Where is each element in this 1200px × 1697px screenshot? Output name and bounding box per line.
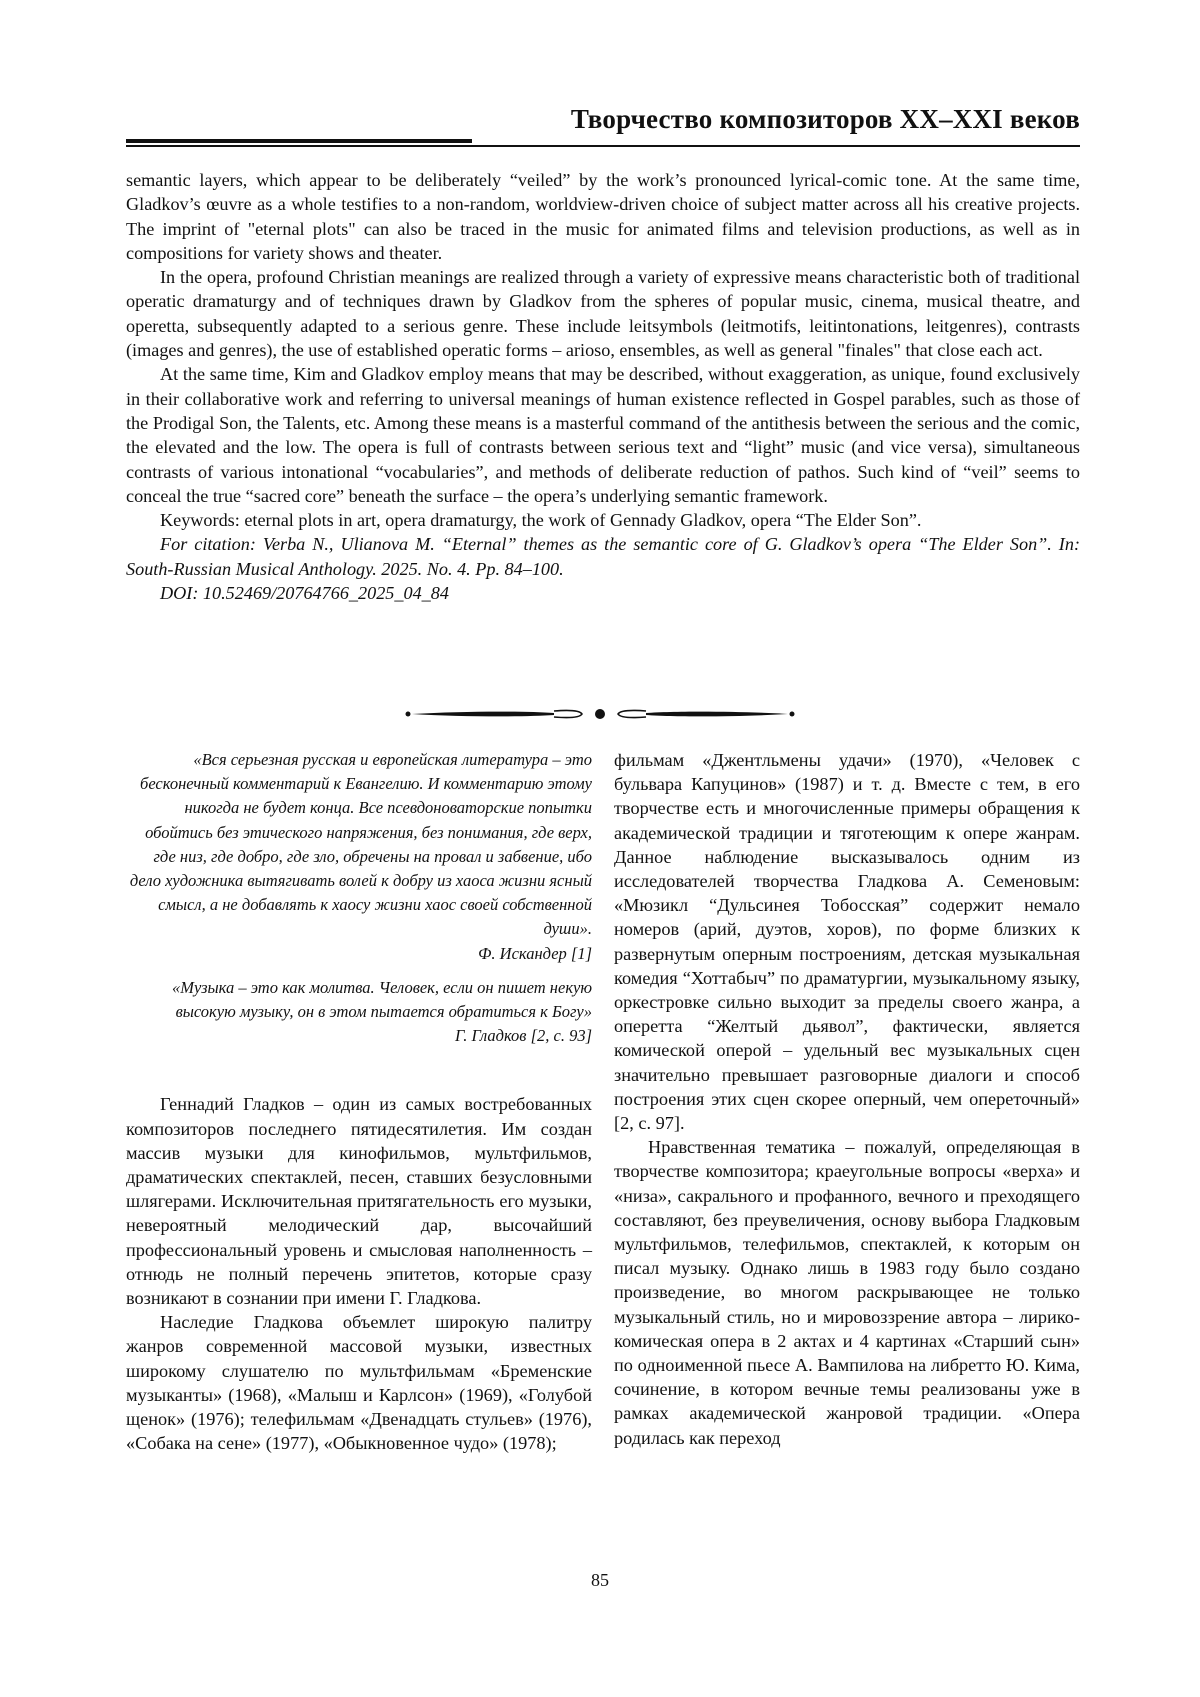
epigraph-quote: «Вся серьезная русская и европейская литература – это бесконечный комментарий к Евангелию. И комментарию этому никогда не будет конца. Все псевдоноваторские попытки обойтись без этического напряжения, без понимания, где верх, где низ, где добро, где зло, обречены на провал и забвение, ибо дело художника вытягивать волей к добру из хаоса жизни ясный смысл, а не добавлять к хаосу жизни хаос своей собственной души».: [129, 750, 592, 939]
keywords: Keywords: eternal plots in art, opera dramaturgy, the work of Gennady Gladkov, opera “The Elder Son”.: [160, 510, 922, 531]
left-body-text: [126, 1092, 592, 1455]
doi: DOI: 10.52469/20764766_2025_04_84: [160, 583, 449, 604]
header-rule-thick: [126, 139, 472, 143]
page-number: 85: [591, 1570, 609, 1590]
header-rule-thin-left: [126, 145, 472, 147]
epigraph-quote: «Музыка – это как молитва. Человек, если он пишет некую высокую музыку, он в этом пытается обратиться к Богу»: [171, 977, 592, 1022]
right-column: [614, 748, 1080, 1450]
section-title: Творчество композиторов XX–XXI веков: [570, 104, 1080, 134]
epigraph-source: Ф. Искандер [1]: [478, 943, 592, 963]
citation: For citation: Verba N., Ulianova M. “Eternal” themes as the semantic core of G. Gladkov’s opera “The Elder Son”. In: South-Russian Musical Anthology. 2025. No. 4. Pp. 84–100.: [126, 534, 1080, 579]
ornament-divider-icon: [404, 705, 796, 723]
running-header: [126, 104, 1080, 150]
header-rule-thin-right: [472, 145, 1080, 147]
epigraph-source: Г. Гладков [2, с. 93]: [455, 1026, 592, 1046]
abstract-paragraph: At the same time, Kim and Gladkov employ means that may be described, without exaggeration, as unique, found exclusively in their collaborative work and referring to universal meanings of human existence reflected in Gospel parables, such as those of the Prodigal Son, the Talents, etc. Among these means is a masterful command of the antithesis between the serious and the comic, the elevated and the low. The opera is full of contrasts between serious text and “light” music (and vice versa), simultaneous contrasts of various intonational “vocabularies”, and methods of deliberate reduction of pathos. Such kind of “veil” seems to conceal the true “sacred core” beneath the surface – the opera’s underlying semantic framework.: [126, 364, 1080, 506]
body-paragraph: Нравственная тематика – пожалуй, определяющая в творчестве композитора; краеугольные вопросы «верха» и «низа», сакрального и профанного, вечного и преходящего составляют, без преувеличения, основу выбора Гладковым мультфильмов, телефильмов, спектаклей, к которым он писал музыку. Однако лишь в 1983 году было создано произведение, во многом раскрывающее не только музыкальный стиль, но и мировоззрение автора – лирико-комическая опера в 2 актах и 4 картинах «Старший сын» по одноименной пьесе А. Вампилова на либретто Ю. Кима, сочинение, в котором вечные темы реализованы уже в рамках академической жанровой традиции. «Опера родилась как переход: [614, 1137, 1080, 1448]
english-abstract: [126, 168, 1080, 605]
epigraph-block: [126, 748, 592, 1048]
abstract-paragraph: In the opera, profound Christian meanings are realized through a variety of expressive means characteristic both of traditional operatic dramaturgy and of techniques drawn by Gladkov from the spheres of popular music, cinema, musical theatre, and operetta, subsequently adapted to a serious genre. These include leitsymbols (leitmotifs, leitintonations, leitgenres), contrasts (images and genres), the use of established operatic forms – arioso, ensembles, as well as general "finales" that close each act.: [126, 267, 1080, 361]
left-column: [126, 748, 592, 1455]
body-paragraph: Геннадий Гладков – один из самых востребованных композиторов последнего пятидесятилетия. Им создан массив музыки для кинофильмов, мультфильмов, драматических спектаклей, песен, ставших безусловными шлягерами. Исключительная притягательность его музыки, невероятный мелодический дар, высочайший профессиональный уровень и смысловая наполненность – отнюдь не полный перечень эпитетов, которые сразу возникают в сознании при имени Г. Гладкова.: [126, 1094, 592, 1309]
body-paragraph: Наследие Гладкова объемлет широкую палитру жанров современной массовой музыки, известных широкому слушателю по мультфильмам «Бременские музыканты» (1968), «Малыш и Карлсон» (1969), «Голубой щенок» (1976); телефильмам «Двенадцать стульев» (1976), «Собака на сене» (1977), «Обыкновенное чудо» (1978);: [126, 1312, 592, 1454]
right-body-text: [614, 748, 1080, 1450]
abstract-paragraph: semantic layers, which appear to be deliberately “veiled” by the work’s pronounced lyrical-comic tone. At the same time, Gladkov’s œuvre as a whole testifies to a non-random, worldview-driven choice of subject matter across all his creative projects. The imprint of "eternal plots" can also be traced in the music for animated films and television productions, as well as in compositions for variety shows and theater.: [126, 170, 1080, 263]
body-paragraph: фильмам «Джентльмены удачи» (1970), «Человек с бульвара Капуцинов» (1987) и т. д. Вместе с тем, в его творчестве есть и многочисленные примеры обращения к академической традиции и тяготеющим к опере жанрам. Данное наблюдение высказывалось одним из исследователей творчества Гладкова А. Семеновым: «Мюзикл “Дульсинея Тобосская” содержит немало номеров (арий, дуэтов, хоров), по форме близких к развернутым оперным построениям, детская музыкальная комедия “Хоттабыч” по драматургии, музыкальному языку, оркестровке сильно выходит за пределы своего жанра, а оперетта “Желтый дьявол”, фактически, является комической оперой – удельный вес музыкальных сцен значительно превышает разговорные диалоги и способ построения этих сцен скорее оперный, чем опереточный» [2, с. 97].: [614, 750, 1080, 1134]
